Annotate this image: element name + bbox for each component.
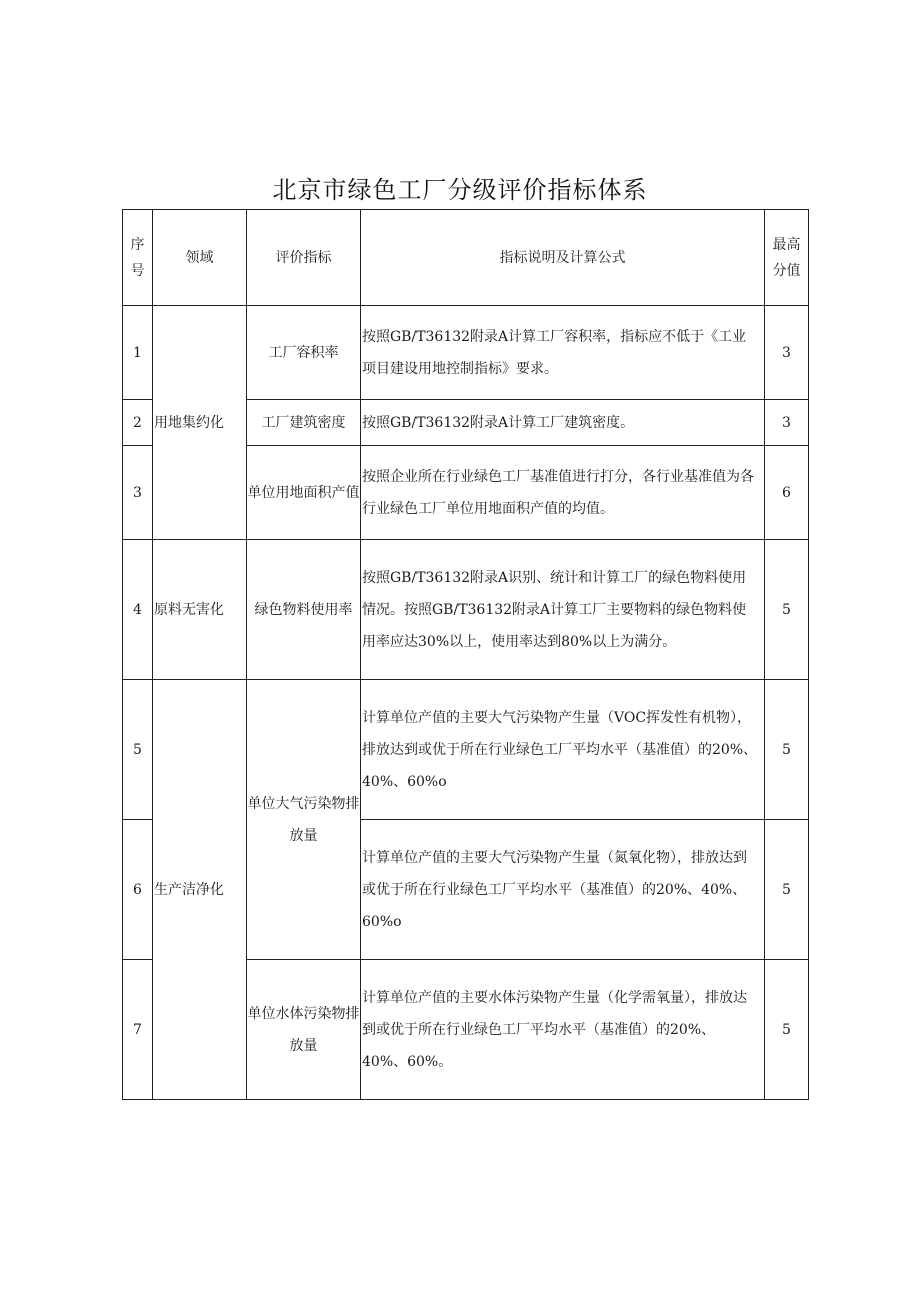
max-score-cell: 3 [765, 400, 809, 446]
description-cell: 计算单位产值的主要大气污染物产生量（氮氧化物），排放达到或优于所在行业绿色工厂平均水平（基准值）的20%、40%、60%o [361, 820, 765, 960]
max-score-cell: 5 [765, 820, 809, 960]
max-score-cell: 6 [765, 446, 809, 540]
domain-cell: 生产洁净化 [153, 680, 247, 1100]
table-header-row [123, 210, 809, 306]
row-seq: 1 [123, 306, 153, 400]
indicator-cell: 单位用地面积产值 [247, 446, 361, 540]
row-seq: 3 [123, 446, 153, 540]
description-cell: 按照企业所在行业绿色工厂基准值进行打分，各行业基准值为各行业绿色工厂单位用地面积产值的均值。 [361, 446, 765, 540]
row-seq: 7 [123, 960, 153, 1100]
description-cell: 计算单位产值的主要水体污染物产生量（化学需氧量），排放达到或优于所在行业绿色工厂平均水平（基准值）的20%、40%、60%。 [361, 960, 765, 1100]
description-cell: 按照GB/T36132附录A识别、统计和计算工厂的绿色物料使用情况。按照GB/T36132附录A计算工厂主要物料的绿色物料使用率应达30%以上，使用率达到80%以上为满分。 [361, 540, 765, 680]
description-cell: 按照GB/T36132附录A计算工厂建筑密度。 [361, 400, 765, 446]
max-score-cell: 5 [765, 680, 809, 820]
header-indicator: 评价指标 [247, 210, 361, 306]
indicator-cell: 工厂建筑密度 [247, 400, 361, 446]
header-seq-line1: 序 [130, 236, 145, 253]
domain-cell: 用地集约化 [153, 306, 247, 540]
header-max-line1: 最高 [772, 236, 801, 253]
indicator-cell: 单位大气污染物排放量 [247, 680, 361, 960]
max-score-cell: 5 [765, 960, 809, 1100]
header-max-line2: 分值 [772, 262, 801, 279]
header-seq [123, 210, 153, 306]
row-seq: 5 [123, 680, 153, 820]
description-cell: 计算单位产值的主要大气污染物产生量（VOC挥发性有机物），排放达到或优于所在行业绿色工厂平均水平（基准值）的20%、40%、60%o [361, 680, 765, 820]
description-cell: 按照GB/T36132附录A计算工厂容积率，指标应不低于《工业项目建设用地控制指标》要求。 [361, 306, 765, 400]
indicator-cell: 绿色物料使用率 [247, 540, 361, 680]
page-title: 北京市绿色工厂分级评价指标体系 [272, 176, 648, 204]
max-score-cell: 5 [765, 540, 809, 680]
indicator-cell: 工厂容积率 [247, 306, 361, 400]
domain-cell: 原料无害化 [153, 540, 247, 680]
table-row [123, 540, 809, 680]
table-row [123, 306, 809, 400]
indicator-table [122, 209, 809, 1100]
table-row [123, 680, 809, 820]
row-seq: 2 [123, 400, 153, 446]
header-description: 指标说明及计算公式 [361, 210, 765, 306]
row-seq: 4 [123, 540, 153, 680]
indicator-cell: 单位水体污染物排放量 [247, 960, 361, 1100]
max-score-cell: 3 [765, 306, 809, 400]
header-max-score [765, 210, 809, 306]
row-seq: 6 [123, 820, 153, 960]
header-seq-line2: 号 [130, 262, 145, 279]
header-domain: 领域 [153, 210, 247, 306]
